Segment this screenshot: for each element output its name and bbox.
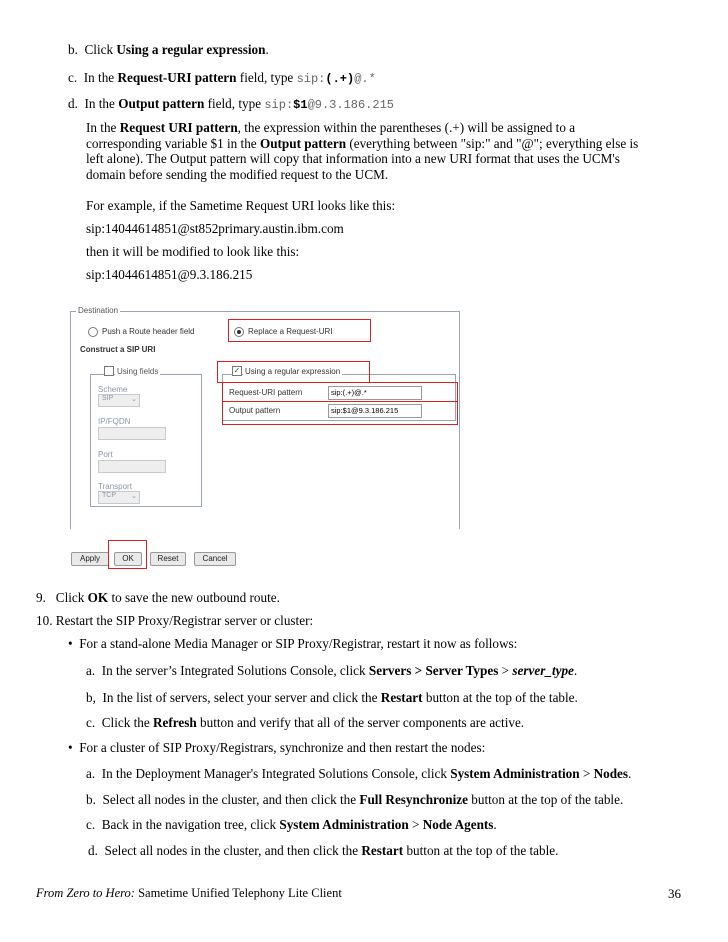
footer-title: From Zero to Hero: Sametime Unified Telephony Lite Client bbox=[36, 886, 342, 900]
standalone-step-c: c. Click the Refresh button and verify that all of the server components are active. bbox=[86, 715, 525, 730]
bullet-standalone: • For a stand-alone Media Manager or SIP Proxy/Registrar, restart it now as follows: bbox=[68, 636, 518, 651]
step-10: 10. Restart the SIP Proxy/Registrar server or cluster: bbox=[36, 613, 314, 628]
highlight-replace-uri bbox=[228, 319, 371, 342]
standalone-step-b: b, In the list of servers, select your server and click the Restart button at the top of the table. bbox=[86, 690, 578, 705]
cluster-step-d: d. Select all nodes in the cluster, and then click the Restart button at the top of the table. bbox=[88, 843, 559, 858]
cluster-step-c: c. Back in the navigation tree, click System Administration > Node Agents. bbox=[86, 817, 497, 832]
standalone-step-a: a. In the server’s Integrated Solutions Console, click Servers > Server Types > server_type. bbox=[86, 663, 578, 678]
regex-checkbox[interactable]: ✓ bbox=[233, 366, 241, 375]
scheme-select[interactable]: SIP ⌄ bbox=[98, 394, 140, 407]
example-uri: sip:14044614851@st852primary.austin.ibm.com bbox=[86, 221, 344, 236]
ipfqdn-label: IP/FQDN bbox=[98, 417, 131, 426]
step-b: b. Click Using a regular expression. bbox=[68, 42, 269, 57]
destination-fieldset bbox=[70, 311, 460, 529]
example-intro: For example, if the Sametime Request URI looks like this: bbox=[86, 198, 396, 213]
highlight-request-uri bbox=[222, 382, 458, 402]
using-fields-fieldset bbox=[90, 374, 202, 507]
reset-button[interactable]: Reset bbox=[150, 552, 186, 566]
bullet-icon: • bbox=[68, 740, 73, 755]
transport-select[interactable]: TCP ⌄ bbox=[98, 491, 140, 504]
output-pattern-input[interactable]: sip:$1@9.3.186.215 bbox=[328, 404, 422, 418]
apply-button[interactable]: Apply bbox=[71, 552, 109, 566]
request-uri-label: Request-URI pattern bbox=[229, 388, 303, 397]
bullet-icon: • bbox=[68, 636, 73, 651]
highlight-ok-button bbox=[108, 540, 147, 569]
output-pattern-label: Output pattern bbox=[229, 406, 281, 415]
radio-push-route[interactable] bbox=[88, 327, 98, 337]
step-9: 9. Click OK to save the new outbound route. bbox=[36, 590, 280, 605]
ipfqdn-input[interactable] bbox=[98, 427, 166, 440]
radio-push-label: Push a Route header field bbox=[102, 327, 195, 336]
scheme-label: Scheme bbox=[98, 385, 128, 394]
step-c: c. In the Request-URI pattern field, type sip:(.+)@.* bbox=[68, 70, 376, 86]
request-uri-input[interactable]: sip:(.+)@.* bbox=[328, 386, 422, 400]
chevron-down-icon: ⌄ bbox=[131, 493, 137, 500]
highlight-regex-checkbox bbox=[217, 361, 370, 383]
page-number: 36 bbox=[668, 886, 681, 901]
using-fields-checkbox[interactable] bbox=[104, 366, 114, 376]
transport-label: Transport bbox=[98, 482, 132, 491]
explanation-paragraph: In the Request URI pattern, the expression within the parentheses (.+) will be assigned to a corresponding variable $1 in the Output pattern (everything between "sip:" and "@"; everything else is left alone). The Output pattern will copy that information into a new URI format that uses the UCM's domain before sending the modified request to the UCM. bbox=[86, 120, 639, 182]
construct-title: Construct a SIP URI bbox=[80, 345, 156, 354]
cluster-step-b: b. Select all nodes in the cluster, and then click the Full Resynchronize button at the top of the table. bbox=[86, 792, 624, 807]
regex-legend: Using a regular expression bbox=[245, 367, 341, 376]
chevron-down-icon: ⌄ bbox=[131, 396, 137, 403]
cluster-step-a: a. In the Deployment Manager's Integrated Solutions Console, click System Administration > Nodes. bbox=[86, 766, 632, 781]
then-text: then it will be modified to look like this: bbox=[86, 244, 300, 259]
using-fields-legend: Using fields bbox=[117, 367, 159, 376]
radio-replace-uri[interactable] bbox=[234, 327, 244, 337]
radio-replace-label: Replace a Request-URI bbox=[248, 327, 333, 336]
regex-fieldset bbox=[222, 374, 456, 421]
port-label: Port bbox=[98, 450, 113, 459]
cancel-button[interactable]: Cancel bbox=[194, 552, 236, 566]
bullet-cluster: • For a cluster of SIP Proxy/Registrars, synchronize and then restart the nodes: bbox=[68, 740, 486, 755]
destination-legend: Destination bbox=[78, 306, 119, 315]
highlight-output-pattern bbox=[222, 401, 458, 425]
port-input[interactable] bbox=[98, 460, 166, 473]
step-d: d. In the Output pattern field, type sip:$1@9.3.186.215 bbox=[68, 96, 394, 112]
ok-button[interactable]: OK bbox=[114, 552, 142, 566]
modified-uri: sip:14044614851@9.3.186.215 bbox=[86, 267, 253, 282]
